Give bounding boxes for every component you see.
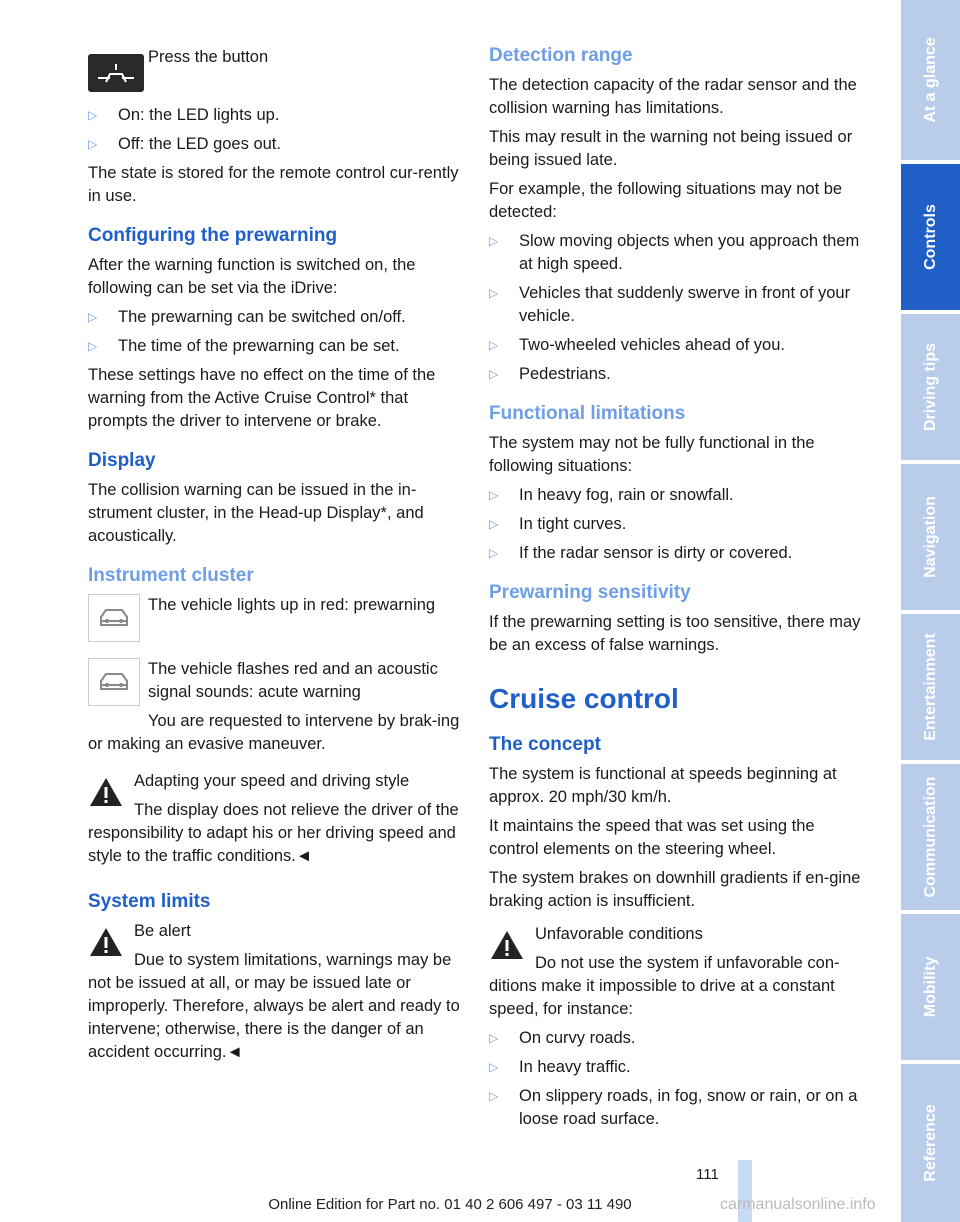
- tab-mobility[interactable]: Mobility: [901, 914, 960, 1060]
- list-item: ▷ If the radar sensor is dirty or covered.: [489, 544, 793, 562]
- tab-controls[interactable]: Controls: [901, 164, 960, 310]
- detection-list: [489, 230, 865, 386]
- press-button-text: Press the button: [148, 48, 269, 66]
- paragraph: The system is functional at speeds beginning at approx. 20 mph/30 km/h.: [489, 765, 837, 806]
- paragraph: After the warning function is switched on, the following can be set via the iDrive:: [88, 256, 416, 297]
- paragraph: The collision warning can be issued in the in-strument cluster, in the Head-up Display*, and acoustically.: [88, 481, 424, 545]
- paragraph: Be alert: [134, 922, 191, 940]
- list-item: ▷ In tight curves.: [489, 515, 627, 533]
- paragraph: Unfavorable conditions: [535, 925, 703, 943]
- heading-the-concept: The concept: [489, 734, 601, 755]
- paragraph: For example, the following situations may not be detected:: [489, 180, 843, 221]
- right-column: [489, 40, 865, 1137]
- paragraph: It maintains the speed that was set using the control elements on the steering wheel.: [489, 817, 815, 858]
- warning-block: [88, 920, 464, 1064]
- car-red-icon: [88, 594, 140, 642]
- list-item: ▷ Slow moving objects when you approach them at high speed.: [489, 232, 860, 273]
- list-item: ▷ In heavy traffic.: [489, 1058, 631, 1076]
- heading-system-limits: System limits: [88, 891, 211, 912]
- heading-cruise-control: Cruise control: [489, 683, 679, 714]
- heading-detection-range: Detection range: [489, 45, 633, 66]
- collision-warning-button-icon: [88, 54, 144, 92]
- list-item: ▷ On slippery roads, in fog, snow or rain, or on a loose road surface.: [489, 1087, 858, 1128]
- limitations-list: [489, 484, 865, 565]
- page-number: 111: [696, 1166, 719, 1183]
- paragraph: If the prewarning setting is too sensitive, there may be an excess of false warnings.: [489, 613, 861, 654]
- tab-driving-tips[interactable]: Driving tips: [901, 314, 960, 460]
- list-item: ▷ The prewarning can be switched on/off.: [88, 308, 406, 326]
- paragraph: The system brakes on downhill gradients if en-gine braking action is insufficient.: [489, 869, 861, 910]
- watermark: carmanualsonline.info: [720, 1196, 876, 1213]
- warning-block: [489, 923, 865, 1021]
- chapter-sidebar: [901, 0, 960, 1222]
- paragraph: The vehicle flashes red and an acoustic signal sounds: acute warning: [148, 660, 438, 701]
- heading-functional-limitations: Functional limitations: [489, 403, 686, 424]
- paragraph: The display does not relieve the driver of the responsibility to adapt his or her driving speed and style to the traffic conditions.◄: [88, 801, 459, 865]
- heading-display: Display: [88, 450, 156, 471]
- warning-icon: [88, 776, 124, 808]
- heading-configuring: Configuring the prewarning: [88, 225, 338, 246]
- warning-icon: [489, 929, 525, 961]
- paragraph: The vehicle lights up in red: prewarning: [148, 596, 436, 614]
- state-text: The state is stored for the remote control cur-rently in use.: [88, 164, 459, 205]
- paragraph: Do not use the system if unfavorable con-ditions make it impossible to drive at a constant speed, for instance:: [489, 954, 840, 1018]
- conditions-list: [489, 1027, 865, 1131]
- paragraph: You are requested to intervene by brak-ing or making an evasive maneuver.: [88, 712, 460, 753]
- cluster-row: [88, 594, 464, 650]
- tab-navigation[interactable]: Navigation: [901, 464, 960, 610]
- footer-text: Online Edition for Part no. 01 40 2 606 497 - 03 11 490: [268, 1196, 632, 1213]
- tab-reference[interactable]: Reference: [901, 1064, 960, 1222]
- cluster-row: [88, 658, 464, 756]
- heading-prewarning-sensitivity: Prewarning sensitivity: [489, 582, 691, 603]
- paragraph: The detection capacity of the radar sensor and the collision warning has limitations.: [489, 76, 857, 117]
- left-column: [88, 40, 464, 1070]
- tab-at-a-glance[interactable]: At a glance: [901, 0, 960, 160]
- list-item: ▷ The time of the prewarning can be set.: [88, 337, 400, 355]
- warning-block: [88, 770, 464, 868]
- list-item: ▷ On curvy roads.: [489, 1029, 636, 1047]
- list-item: ▷ In heavy fog, rain or snowfall.: [489, 486, 734, 504]
- list-item: ▷ On: the LED lights up.: [88, 106, 280, 124]
- list-item: ▷ Off: the LED goes out.: [88, 135, 281, 153]
- button-row: [88, 40, 464, 96]
- list-item: ▷ Pedestrians.: [489, 365, 611, 383]
- paragraph: Adapting your speed and driving style: [134, 772, 410, 790]
- cfg-list: [88, 306, 464, 358]
- paragraph: This may result in the warning not being issued or being issued late.: [489, 128, 853, 169]
- list-item: ▷ Two-wheeled vehicles ahead of you.: [489, 336, 785, 354]
- paragraph: The system may not be fully functional in the following situations:: [489, 434, 815, 475]
- tab-entertainment[interactable]: Entertainment: [901, 614, 960, 760]
- paragraph: Due to system limitations, warnings may be not be issued at all, or may be issued late or improperly. Therefore, always be alert and ready to intervene; otherwise, there is the danger of an accident occurring.◄: [88, 951, 460, 1061]
- list-item: ▷ Vehicles that suddenly swerve in front of your vehicle.: [489, 284, 851, 325]
- warning-icon: [88, 926, 124, 958]
- car-flashing-icon: [88, 658, 140, 706]
- heading-instrument-cluster: Instrument cluster: [88, 565, 254, 586]
- paragraph: These settings have no effect on the time of the warning from the Active Cruise Control* that prompts the driver to intervene or brake.: [88, 366, 436, 430]
- tab-communication[interactable]: Communication: [901, 764, 960, 910]
- led-list: [88, 104, 464, 156]
